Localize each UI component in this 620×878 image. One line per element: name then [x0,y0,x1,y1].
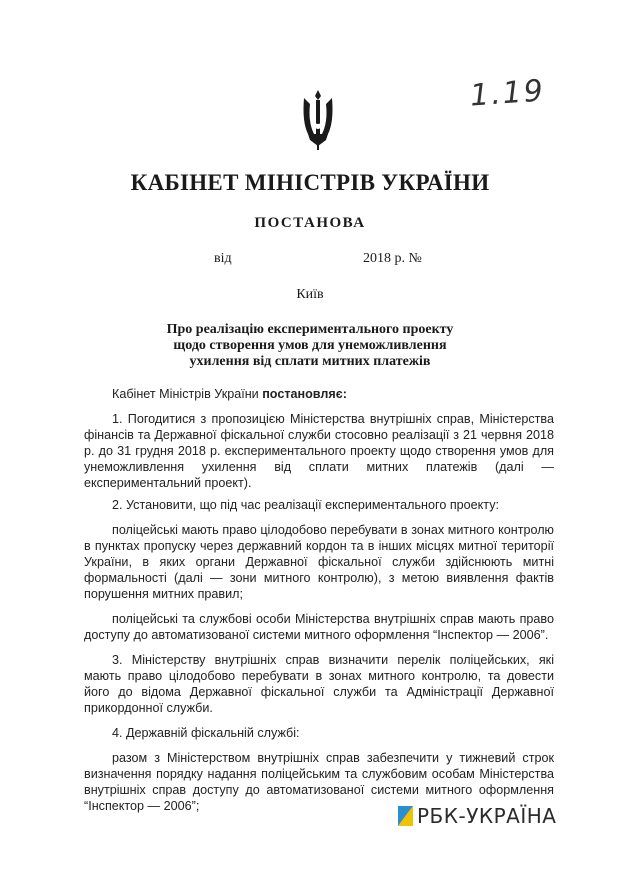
paragraph-4: 4. Державній фіскальній службі: [112,726,300,740]
intro-text: Кабінет Міністрів України [112,387,263,401]
paragraph-2: 2. Установити, що під час реалізації експериментального проекту: [112,498,500,512]
intro-bold: постановляє: [262,387,347,401]
document-title: КАБІНЕТ МІНІСТРІВ УКРАЇНИ [130,170,490,195]
paragraph-2-item-2: поліцейські та службові особи Міністерства внутрішніх справ мають право доступу до автоматизованої системи митного оформлення “Інспектор — 2006”. [84,612,554,642]
document-type: ПОСТАНОВА [254,215,366,231]
date-prefix: від [214,251,232,266]
paragraph-1: 1. Погодитися з пропозицією Міністерства внутрішніх справ, Міністерства фінансів та Державної фіскальної служби стосовно реалізації з 21 червня 2018 р. до 31 грудня 2018 р. експериментального проекту щодо створення умов для унеможливлення ухилення від сплати митних платежів (далі — експериментальний проект). [84,412,554,490]
subject-line: ухилення від сплати митних платежів [189,354,431,369]
rbk-ukraina-logo [398,803,556,829]
city-name: Київ [296,287,324,302]
paragraph-3: 3. Міністерству внутрішніх справ визначити перелік поліцейських, які мають право цілодобово перебувати в зонах митного контролю, та довести його до відома Державної фіскальної служби та Адміністрації Державної прикордонної служби. [84,653,554,715]
paragraph-2-item-1: поліцейські мають право цілодобово перебувати в зонах митного контролю в пунктах пропуску через державний кордон та в інших місцях митної території України, в яких органи Державної фіскальної служби здійснюють митні формальності (далі — зони митного контролю), з метою виявлення фактів порушення митних правил; [84,523,554,601]
subject-line: щодо створення умов для унеможливлення [173,338,447,353]
rbk-flag-icon [398,806,413,826]
paragraph-4-item-1: разом з Міністерством внутрішніх справ забезпечити у тижневий строк визначення порядку надання поліцейським та службовим особам Міністерства внутрішніх справ доступу до автоматизованої системи митного оформлення “Інспектор — 2006”; [84,751,554,813]
document-body [84,386,554,820]
date-year-number: 2018 р. № [363,251,422,266]
intro-paragraph [84,386,554,402]
handwritten-note: 1.19 [468,73,546,114]
document-subject [120,322,500,370]
subject-line: Про реалізацію експериментального проекту [166,322,454,337]
logo-text: РБК-УКРАЇНА [417,804,557,828]
coat-of-arms-icon [298,88,338,152]
